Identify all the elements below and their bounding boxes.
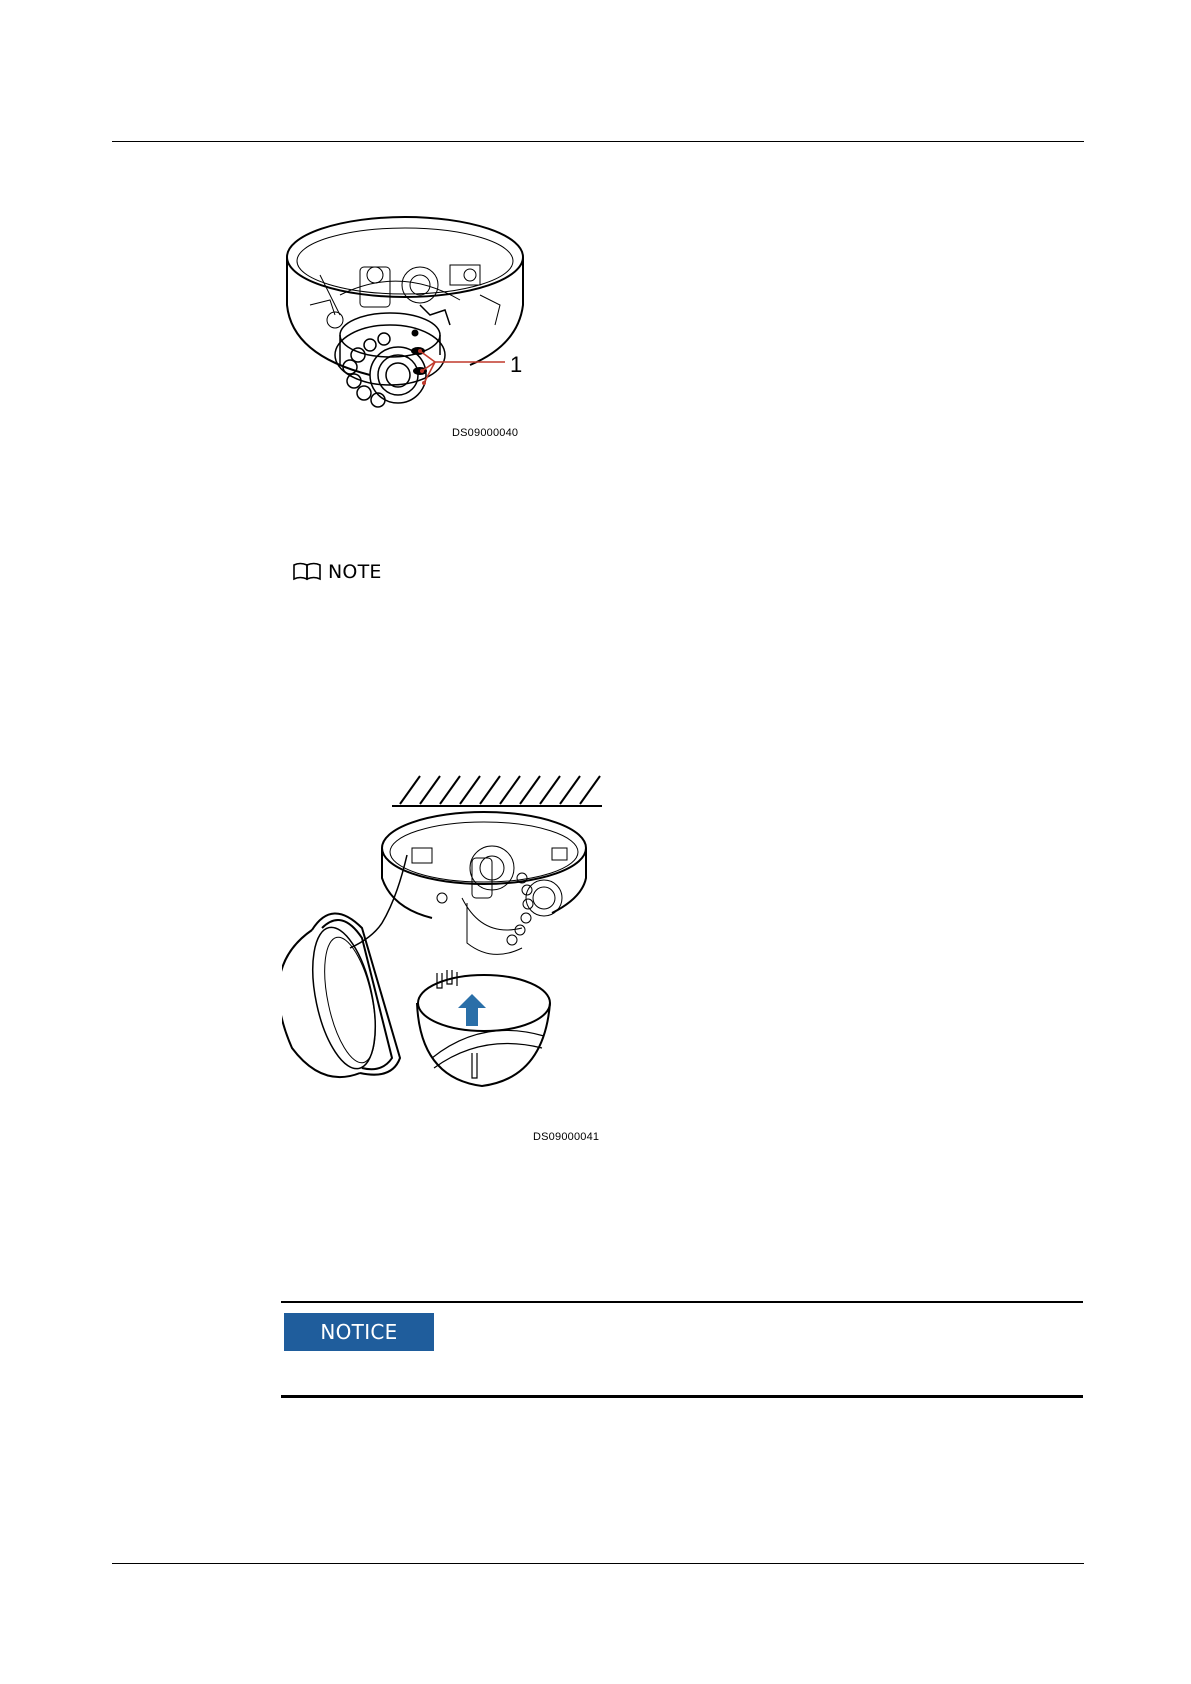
footer-rule	[112, 1563, 1084, 1564]
figure-dome-cover	[282, 768, 612, 1128]
notice-badge: NOTICE	[284, 1313, 434, 1351]
figure1-caption: DS09000040	[452, 427, 519, 439]
note-label: NOTE	[328, 561, 382, 583]
book-icon	[292, 562, 322, 582]
figure1-callout-number: 1	[510, 352, 523, 377]
figure2-caption: DS09000041	[533, 1131, 600, 1143]
figure-camera-callout	[280, 205, 540, 435]
notice-box	[281, 1301, 1083, 1398]
header-rule	[112, 141, 1084, 142]
note-heading	[292, 560, 382, 584]
